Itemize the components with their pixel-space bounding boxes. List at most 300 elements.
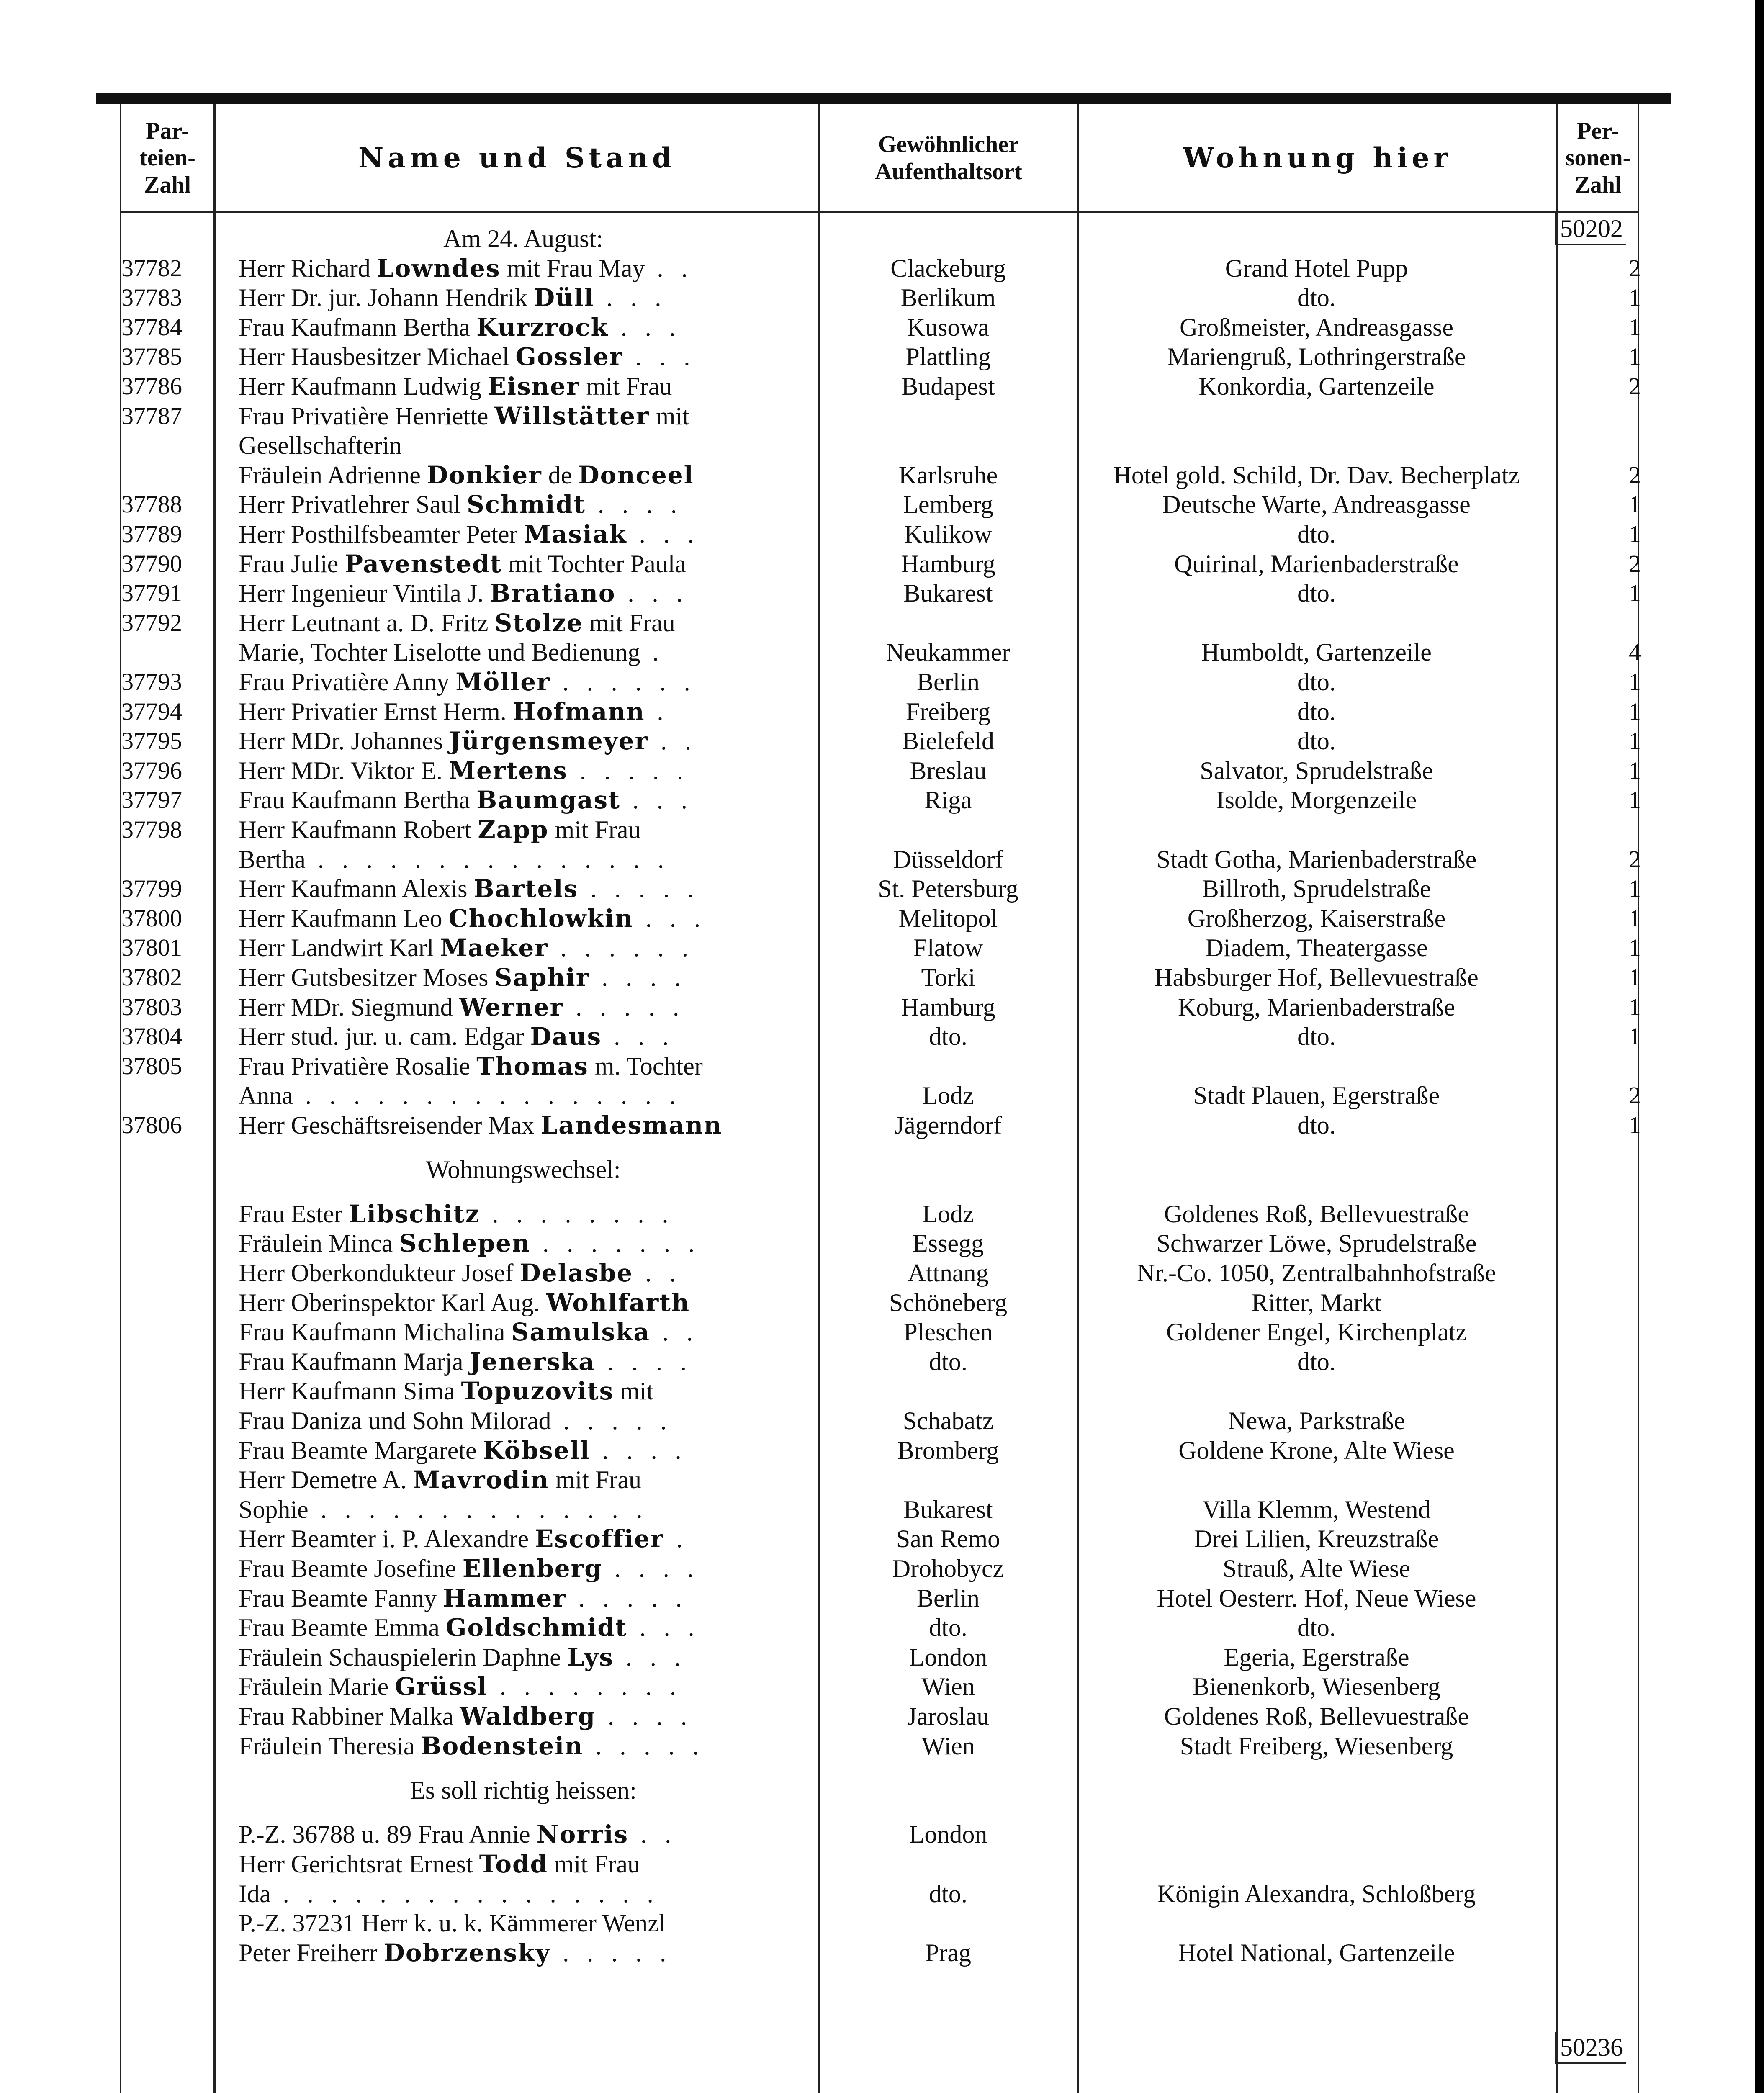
column-rule	[213, 104, 216, 2093]
name-prefix: Herr Kaufmann Leo	[239, 905, 449, 932]
residence: Ritter, Markt	[1251, 1289, 1382, 1316]
person-count: 2	[1629, 550, 1641, 577]
surname: Hammer	[443, 1584, 566, 1612]
surname: Ellenberg	[462, 1554, 602, 1583]
name-prefix: Herr Kaufmann Robert	[239, 816, 478, 843]
residence: Strauß, Alte Wiese	[1222, 1555, 1411, 1582]
entry-name	[239, 1258, 808, 1288]
surname: Escoffier	[535, 1525, 664, 1553]
leader-dots: .	[645, 698, 669, 725]
origin-place: Neukammer	[886, 638, 1011, 666]
leader-dots: . . .	[615, 579, 689, 607]
leader-dots: . . .	[627, 520, 700, 548]
entry-name	[239, 1199, 808, 1229]
origin-place: Lodz	[922, 1082, 974, 1109]
surname: Goldschmidt	[445, 1613, 627, 1642]
surname: Dobrzensky	[383, 1939, 551, 1967]
party-number: 37793	[121, 668, 182, 695]
person-count: 2	[1629, 255, 1641, 282]
origin-place: Schöneberg	[889, 1289, 1008, 1316]
residence: Grand Hotel Pupp	[1225, 255, 1408, 282]
name-prefix: Frau Kaufmann Bertha	[239, 786, 477, 814]
surname: Werner	[459, 993, 564, 1021]
leader-dots: .	[640, 638, 665, 666]
surname: Maeker	[440, 933, 548, 962]
name-prefix: Anna	[239, 1082, 293, 1109]
leader-dots: . . . .	[585, 491, 683, 518]
party-number: 37799	[121, 875, 182, 902]
entry-name	[239, 1849, 808, 1879]
person-count: 1	[1629, 727, 1641, 754]
leader-dots: . . . . .	[550, 1939, 672, 1967]
surname: Thomas	[476, 1052, 589, 1080]
entry-name	[239, 342, 808, 371]
party-number: 37802	[121, 964, 182, 991]
name-prefix: Frau Beamte Josefine	[239, 1555, 463, 1582]
entry-name	[239, 1702, 808, 1731]
entry-name	[239, 815, 808, 844]
entry-name	[239, 254, 808, 283]
entry-name	[239, 785, 808, 815]
carry-in-total: 50202	[1555, 213, 1626, 245]
party-number: 37798	[121, 816, 182, 843]
surname: Pavenstedt	[345, 550, 502, 578]
entry-name	[239, 904, 808, 933]
origin-place: dto.	[929, 1023, 967, 1050]
entry-name	[239, 1347, 808, 1376]
section-heading: Es soll richtig heissen:	[410, 1777, 637, 1804]
origin-place: Bielefeld	[902, 727, 994, 755]
leader-dots: . . . . . . . . . . . . . . . .	[270, 1880, 659, 1908]
party-number: 37786	[121, 373, 182, 400]
entry-name	[239, 1554, 808, 1583]
leader-dots: . .	[628, 1820, 677, 1848]
name-suffix: de	[542, 461, 579, 489]
entry-name	[239, 1317, 808, 1347]
name-prefix: Frau Rabbiner Malka	[239, 1702, 460, 1730]
surname: Samulska	[511, 1318, 650, 1346]
residence: Quirinal, Marienbaderstraße	[1174, 550, 1459, 578]
name-suffix: mit Frau	[548, 816, 641, 843]
surname: Mavrodin	[413, 1466, 549, 1494]
column-rule	[1077, 104, 1079, 2093]
name-prefix: Herr MDr. Siegmund	[239, 993, 459, 1021]
residence: Isolde, Morgenzeile	[1216, 786, 1417, 814]
entry-name	[239, 874, 808, 903]
surname: Willstätter	[494, 402, 650, 430]
leader-dots: . . .	[627, 1614, 700, 1641]
residence: Drei Lilien, Kreuzstraße	[1194, 1525, 1439, 1553]
entry-name	[239, 756, 808, 785]
entry-name	[239, 726, 808, 756]
residence: Diadem, Theatergasse	[1205, 934, 1428, 962]
residence: Bienenkorb, Wiesenberg	[1193, 1673, 1440, 1700]
leader-dots: . . . .	[589, 964, 687, 991]
entry-name	[239, 1081, 808, 1110]
header-origin: Gewöhnlicher Aufenthaltsort	[875, 131, 1022, 185]
surname: Norris	[536, 1820, 629, 1849]
residence: Großherzog, Kaiserstraße	[1187, 905, 1446, 932]
name-prefix: Herr Gerichtsrat Ernest	[239, 1850, 479, 1878]
residence: Goldene Krone, Alte Wiese	[1178, 1437, 1455, 1464]
name-prefix: Herr Gutsbesitzer Moses	[239, 964, 495, 991]
person-count: 1	[1629, 934, 1641, 961]
entry-name	[239, 1731, 808, 1761]
surname: Delasbe	[519, 1259, 633, 1287]
residence: dto.	[1297, 698, 1336, 725]
entry-name	[239, 1495, 808, 1524]
header-party-number: Par- teien- Zahl	[139, 118, 195, 198]
surname: Zapp	[478, 815, 549, 844]
party-number: 37804	[121, 1023, 182, 1050]
origin-place: Prag	[925, 1939, 971, 1967]
surname: Baumgast	[476, 786, 620, 814]
person-count: 1	[1629, 579, 1641, 607]
residence: Stadt Gotha, Marienbaderstraße	[1156, 846, 1477, 873]
origin-place: Clackeburg	[890, 255, 1006, 282]
surname: Hofmann	[512, 697, 645, 726]
name-prefix: Frau Beamte Margarete	[239, 1437, 483, 1464]
entry-name	[239, 283, 808, 312]
surname: Todd	[479, 1850, 548, 1878]
name-prefix: Frau Kaufmann Michalina	[239, 1318, 512, 1346]
residence: Salvator, Sprudelstraße	[1200, 757, 1433, 784]
residence: dto.	[1297, 727, 1336, 755]
name-prefix: Herr MDr. Johannes	[239, 727, 450, 755]
name-suffix: m. Tochter	[588, 1052, 703, 1080]
page-edge	[1755, 0, 1764, 2093]
origin-place: Bromberg	[897, 1437, 999, 1464]
name-prefix: Herr Privatlehrer Saul	[239, 491, 467, 518]
entry-name	[239, 963, 808, 992]
party-number: 37789	[121, 520, 182, 548]
name-prefix: Herr Oberinspektor Karl Aug.	[239, 1289, 546, 1316]
origin-place: London	[909, 1820, 987, 1848]
origin-place: Budapest	[901, 373, 995, 400]
header-residence: Wohnung hier	[1183, 141, 1453, 174]
surname: Masiak	[524, 520, 627, 548]
residence: Stadt Plauen, Egerstraße	[1193, 1082, 1440, 1109]
surname: Schlepen	[399, 1229, 531, 1257]
residence: Koburg, Marienbaderstraße	[1178, 993, 1455, 1021]
name-prefix: P.-Z. 36788 u. 89 Frau Annie	[239, 1820, 537, 1848]
entry-name	[239, 667, 808, 697]
entry-name	[239, 697, 808, 726]
name-prefix: Frau Kaufmann Bertha	[239, 314, 477, 341]
leader-dots: . . . . .	[551, 1407, 673, 1435]
party-number: 37784	[121, 314, 182, 341]
surname: Gossler	[515, 342, 623, 371]
origin-place: Düsseldorf	[893, 846, 1003, 873]
leader-dots: . .	[633, 1259, 682, 1287]
person-count: 2	[1629, 461, 1641, 489]
name-prefix: Peter Freiherr	[239, 1939, 384, 1967]
leader-dots: . . . . . . . . . . . . . . .	[305, 846, 670, 873]
surname: Grüssl	[395, 1672, 488, 1701]
name-prefix: Ida	[239, 1880, 271, 1908]
surname: Saphir	[494, 963, 590, 992]
name-prefix: Herr Ingenieur Vintila J.	[239, 579, 490, 607]
name-prefix: Frau Daniza und Sohn Milorad	[239, 1407, 551, 1435]
leader-dots: . . . . . .	[548, 934, 694, 962]
residence: Egeria, Egerstraße	[1224, 1643, 1409, 1671]
party-number: 37783	[121, 284, 182, 311]
name-prefix: Frau Beamte Fanny	[239, 1584, 443, 1612]
origin-place: Schabatz	[903, 1407, 994, 1435]
residence: dto.	[1297, 1614, 1336, 1641]
origin-place: Kulikow	[904, 520, 992, 548]
leader-dots: . . . . . . . .	[480, 1200, 674, 1228]
origin-place: Pleschen	[903, 1318, 993, 1346]
origin-place: dto.	[929, 1614, 967, 1641]
header-rule	[120, 211, 1639, 213]
person-count: 1	[1629, 491, 1641, 518]
origin-place: Berlin	[917, 1584, 980, 1612]
origin-place: St. Petersburg	[878, 875, 1018, 903]
leader-dots: . . .	[608, 314, 681, 341]
entry-name	[239, 1288, 808, 1317]
person-count: 1	[1629, 284, 1641, 311]
entry-name	[239, 1376, 808, 1406]
leader-dots: . . . . . . . . . . . . . .	[308, 1496, 648, 1523]
person-count: 1	[1629, 668, 1641, 695]
party-number: 37785	[121, 343, 182, 370]
leader-dots: . . . . .	[568, 757, 689, 784]
party-number: 37805	[121, 1052, 182, 1080]
origin-place: Berlikum	[900, 284, 996, 311]
entry-name	[239, 519, 808, 549]
origin-place: San Remo	[896, 1525, 1000, 1553]
name-suffix: mit Tochter Paula	[502, 550, 687, 578]
leader-dots: . . . . .	[578, 875, 700, 903]
leader-dots: . . .	[602, 1023, 675, 1050]
person-count: 1	[1629, 875, 1641, 902]
leader-dots: . .	[650, 1318, 699, 1346]
name-suffix: mit	[614, 1377, 654, 1405]
entry-name	[239, 1524, 808, 1553]
name-prefix: Herr Leutnant a. D. Fritz	[239, 609, 495, 637]
origin-place: Drohobycz	[892, 1555, 1004, 1582]
entry-name	[239, 549, 808, 579]
origin-place: Torki	[921, 964, 975, 991]
name-suffix: mit	[649, 402, 689, 430]
person-count: 1	[1629, 343, 1641, 370]
residence: Deutsche Warte, Andreasgasse	[1162, 491, 1471, 518]
name-prefix: Fräulein Adrienne	[239, 461, 427, 489]
leader-dots: . . . . .	[583, 1732, 705, 1760]
surname: Düll	[533, 283, 594, 312]
name-prefix: Frau Kaufmann Marja	[239, 1348, 470, 1376]
origin-place: Lemberg	[903, 491, 993, 518]
person-count: 1	[1629, 786, 1641, 813]
entry-name	[239, 1643, 808, 1672]
entry-name	[239, 1672, 808, 1701]
entry-name	[239, 608, 808, 638]
party-number: 37791	[121, 579, 182, 607]
party-number: 37782	[121, 255, 182, 282]
leader-dots: . . . .	[596, 1702, 693, 1730]
name-prefix: Frau Julie	[239, 550, 345, 578]
name-prefix: Frau Privatière Henriette	[239, 402, 495, 430]
leader-dots: . . . . . . .	[530, 1229, 701, 1257]
entry-name	[239, 933, 808, 962]
name-prefix: P.-Z. 37231 Herr k. u. k. Kämmerer Wenzl	[239, 1909, 666, 1937]
person-count: 4	[1629, 638, 1641, 666]
surname: Bratiano	[490, 579, 616, 607]
person-count: 1	[1629, 520, 1641, 548]
surname: Eisner	[487, 372, 580, 401]
name-prefix: Herr Posthilfsbeamter Peter	[239, 520, 524, 548]
person-count: 1	[1629, 905, 1641, 932]
name-prefix: Fräulein Schauspielerin Daphne	[239, 1643, 567, 1671]
origin-place: Bukarest	[903, 1496, 993, 1523]
name-prefix: Frau Beamte Emma	[239, 1614, 446, 1641]
entry-name	[239, 401, 808, 431]
residence: Hotel gold. Schild, Dr. Dav. Becherplatz	[1113, 461, 1520, 489]
party-number: 37801	[121, 934, 182, 961]
residence: Billroth, Sprudelstraße	[1202, 875, 1431, 903]
origin-place: Freiberg	[905, 698, 991, 725]
top-rule	[96, 93, 1671, 104]
name-prefix: Marie, Tochter Liselotte und Bedienung	[239, 638, 640, 666]
surname: Wohlfarth	[546, 1288, 690, 1317]
origin-place: Breslau	[910, 757, 987, 784]
party-number: 37803	[121, 993, 182, 1021]
entry-name	[239, 431, 808, 460]
party-number: 37796	[121, 757, 182, 784]
leader-dots: . . . . . . . .	[487, 1673, 682, 1700]
residence: dto.	[1297, 668, 1336, 696]
leader-dots: . . . . . . . . . . . . . . . .	[293, 1082, 681, 1109]
entry-name	[239, 1052, 808, 1081]
header-persons: Per- sonen- Zahl	[1565, 118, 1631, 198]
entry-name	[239, 460, 808, 490]
leader-dots: . . .	[620, 786, 693, 814]
leader-dots: . . .	[633, 905, 706, 932]
origin-place: Wien	[921, 1732, 975, 1760]
origin-place: Karlsruhe	[898, 461, 998, 489]
party-number: 37794	[121, 698, 182, 725]
entry-name	[239, 993, 808, 1022]
entry-name	[239, 1229, 808, 1258]
surname: Donkier	[427, 461, 542, 489]
person-count: 2	[1629, 1082, 1641, 1109]
name-prefix: Herr Geschäftsreisender Max	[239, 1111, 541, 1139]
party-number: 37806	[121, 1111, 182, 1139]
residence: Newa, Parkstraße	[1228, 1407, 1405, 1435]
name-prefix: Herr stud. jur. u. cam. Edgar	[239, 1023, 530, 1050]
surname: Libschitz	[349, 1200, 480, 1228]
entry-name	[239, 1908, 808, 1938]
entry-name	[239, 1938, 808, 1967]
person-count: 1	[1629, 757, 1641, 784]
origin-place: Riga	[924, 786, 972, 814]
residence: Humboldt, Gartenzeile	[1201, 638, 1432, 666]
residence: Schwarzer Löwe, Sprudelstraße	[1156, 1229, 1477, 1257]
person-count: 1	[1629, 993, 1641, 1021]
entry-name	[239, 1111, 808, 1140]
residence: Mariengruß, Lothringerstraße	[1167, 343, 1466, 370]
name-prefix: Herr Kaufmann Ludwig	[239, 373, 488, 400]
origin-place: dto.	[929, 1880, 967, 1908]
residence: Stadt Freiberg, Wiesenberg	[1180, 1732, 1453, 1760]
residence: Villa Klemm, Westend	[1202, 1496, 1431, 1523]
surname: Bodenstein	[421, 1732, 584, 1760]
leader-dots: . . . . . .	[550, 668, 696, 696]
name-prefix: Herr Richard	[239, 255, 377, 282]
leader-dots: . . .	[623, 343, 696, 370]
entry-name	[239, 579, 808, 608]
surname: Donceel	[578, 461, 694, 489]
surname: Stolze	[494, 609, 583, 637]
header-name: Name und Stand	[358, 141, 676, 174]
residence: Königin Alexandra, Schloßberg	[1157, 1880, 1476, 1908]
leader-dots: . . . . .	[563, 993, 685, 1021]
entry-name	[239, 313, 808, 342]
surname: Daus	[530, 1022, 602, 1051]
surname: Jenerska	[469, 1347, 595, 1376]
person-count: 1	[1629, 1111, 1641, 1139]
name-prefix: Gesellschafterin	[239, 432, 402, 459]
name-suffix: mit Frau May	[500, 255, 645, 282]
origin-place: Berlin	[917, 668, 980, 696]
name-prefix: Sophie	[239, 1496, 309, 1523]
name-prefix: Herr MDr. Viktor E.	[239, 757, 449, 784]
leader-dots: . . . .	[590, 1437, 687, 1464]
entry-name	[239, 1022, 808, 1051]
entry-name	[239, 490, 808, 519]
name-prefix: Frau Privatière Anny	[239, 668, 456, 696]
surname: Landesmann	[540, 1111, 723, 1139]
residence: dto.	[1297, 284, 1336, 311]
entry-name	[239, 1406, 808, 1435]
residence: Nr.-Co. 1050, Zentralbahnhofstraße	[1137, 1259, 1497, 1287]
name-suffix: mit Frau	[583, 609, 675, 637]
section-heading: Am 24. August:	[443, 225, 603, 252]
surname: Lowndes	[376, 254, 501, 283]
residence: Hotel National, Gartenzeile	[1178, 1939, 1455, 1967]
residence: dto.	[1297, 1023, 1336, 1050]
leader-dots: . . .	[594, 284, 667, 311]
party-number: 37787	[121, 402, 182, 429]
party-number: 37792	[121, 609, 182, 636]
leader-dots: . . . .	[602, 1555, 699, 1582]
surname: Köbsell	[483, 1436, 590, 1465]
entry-name	[239, 1820, 808, 1849]
residence: Habsburger Hof, Bellevuestraße	[1155, 964, 1479, 991]
entry-name	[239, 845, 808, 874]
origin-place: Bukarest	[903, 579, 993, 607]
entry-name	[239, 372, 808, 401]
name-prefix: Herr Privatier Ernst Herm.	[239, 698, 513, 725]
name-prefix: Herr Dr. jur. Johann Hendrik	[239, 284, 534, 311]
surname: Lys	[567, 1643, 614, 1671]
person-count: 2	[1629, 373, 1641, 400]
surname: Waldberg	[460, 1702, 596, 1730]
origin-place: Attnang	[908, 1259, 989, 1287]
leader-dots: . . .	[613, 1643, 687, 1671]
residence: dto.	[1297, 1111, 1336, 1139]
origin-place: Jaroslau	[907, 1702, 990, 1730]
person-count: 1	[1629, 698, 1641, 725]
leader-dots: . . . . .	[566, 1584, 688, 1612]
origin-place: Plattling	[905, 343, 991, 370]
residence: Konkordia, Gartenzeile	[1198, 373, 1435, 400]
origin-place: Melitopol	[898, 905, 998, 932]
name-prefix: Fräulein Minca	[239, 1229, 399, 1257]
residence: Großmeister, Andreasgasse	[1179, 314, 1454, 341]
leader-dots: . . . .	[595, 1348, 692, 1376]
